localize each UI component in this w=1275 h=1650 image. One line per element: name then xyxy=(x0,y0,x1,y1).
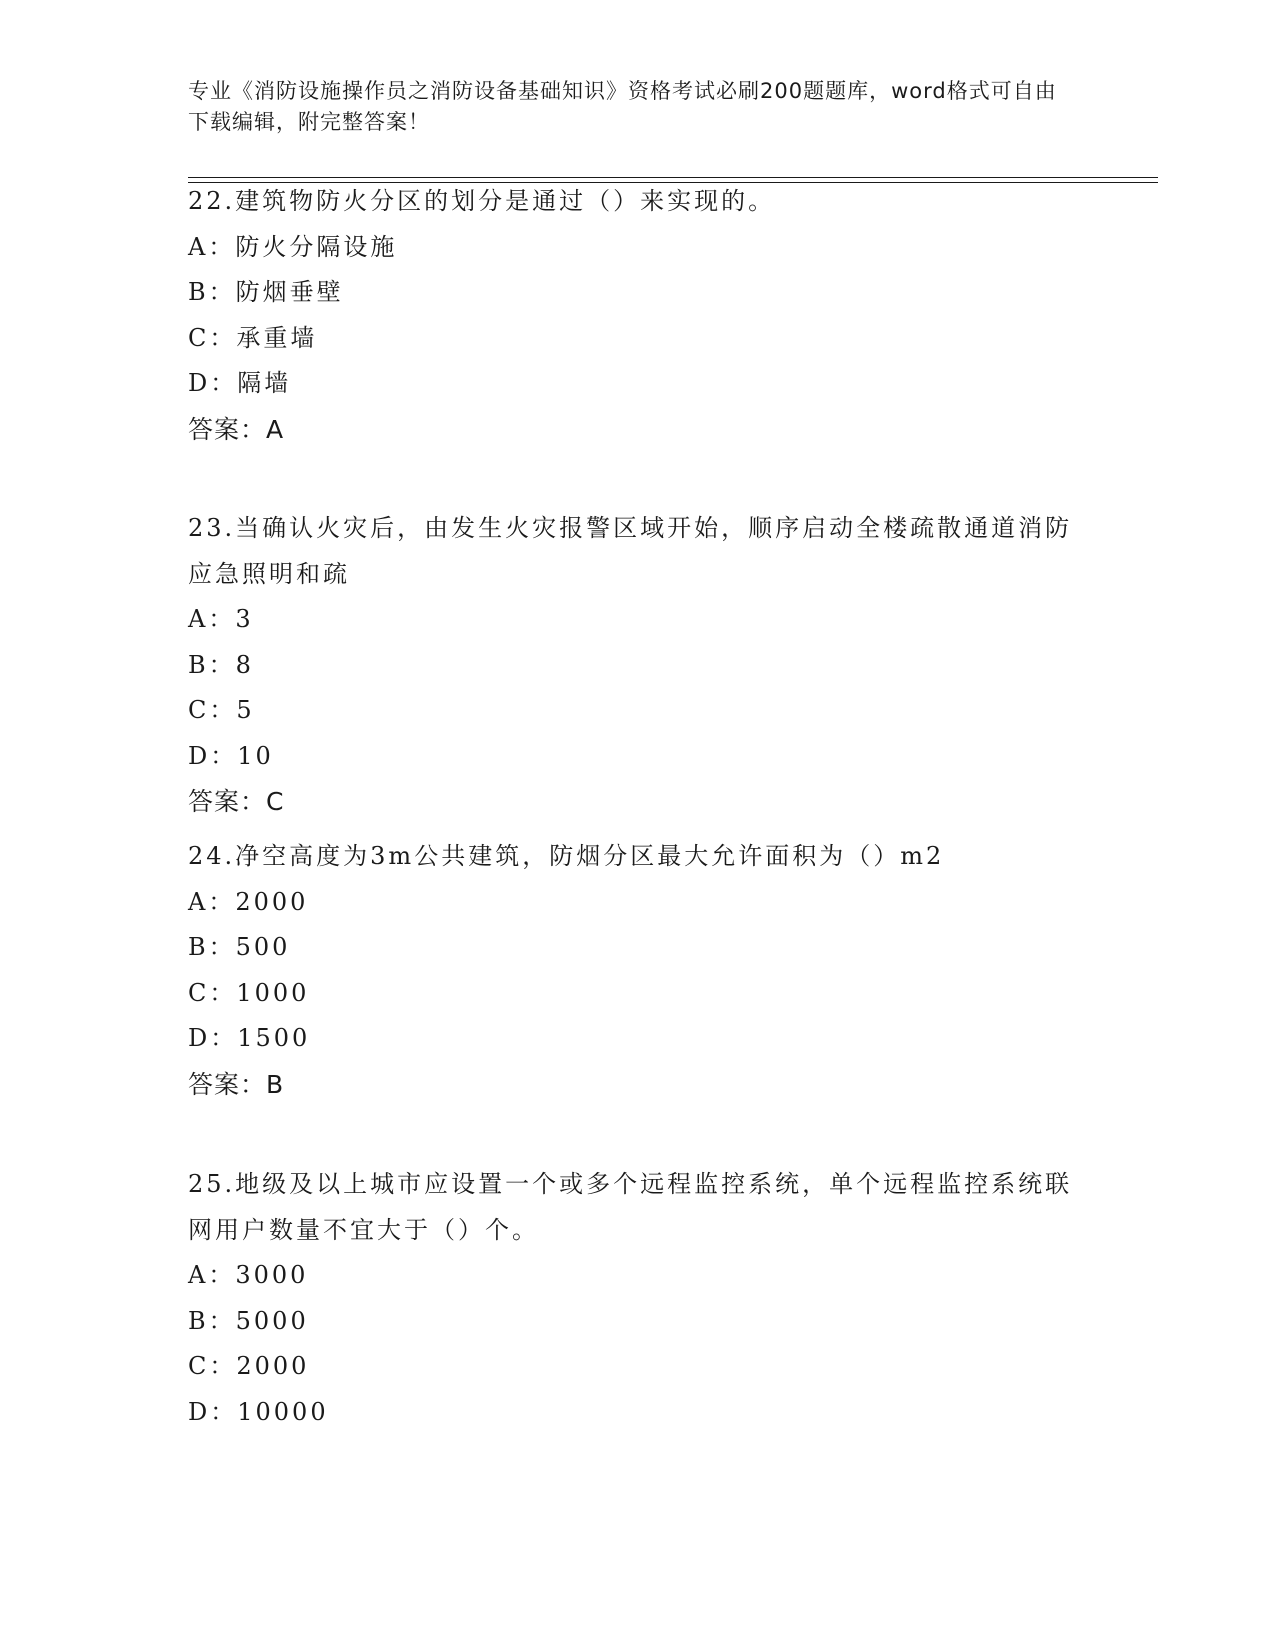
option-d: D：隔墙 xyxy=(188,369,292,397)
question-23 xyxy=(188,506,1088,825)
answer-label: 答案： xyxy=(188,1069,267,1099)
answer-line xyxy=(188,779,1088,825)
answer-value: B xyxy=(266,1069,285,1099)
option-b: B：500 xyxy=(188,933,291,961)
option-c: C：承重墙 xyxy=(188,323,318,352)
question-stem: 23.当确认火灾后，由发生火灾报警区域开始，顺序启动全楼疏散通道消防应急照明和疏 xyxy=(188,514,1073,588)
answer-value: C xyxy=(266,787,285,816)
question-22 xyxy=(188,179,1088,452)
option-c: C：5 xyxy=(188,696,255,724)
answer-line xyxy=(188,407,1088,453)
question-25 xyxy=(188,1162,1088,1435)
document-header xyxy=(188,76,1068,138)
question-24 xyxy=(188,834,1088,1107)
answer-value: A xyxy=(266,414,285,444)
answer-line xyxy=(188,1062,1088,1108)
question-stem: 25.地级及以上城市应设置一个或多个远程监控系统，单个远程监控系统联网用户数量不宜大于（）个。 xyxy=(188,1170,1073,1244)
option-a: A：3000 xyxy=(188,1261,309,1289)
option-a: A：2000 xyxy=(188,887,309,916)
question-stem: 22.建筑物防火分区的划分是通过（）来实现的。 xyxy=(188,187,776,215)
option-b: B：5000 xyxy=(188,1306,309,1335)
answer-label: 答案： xyxy=(188,787,267,816)
option-c: C：2000 xyxy=(188,1352,310,1380)
option-b: B：8 xyxy=(188,650,254,679)
header-divider-top xyxy=(188,177,1158,178)
option-b: B：防烟垂壁 xyxy=(188,278,344,306)
question-stem: 24.净空高度为3m公共建筑，防烟分区最大允许面积为（）m2 xyxy=(188,842,945,870)
option-a: A：3 xyxy=(188,605,254,633)
header-text: 专业《消防设施操作员之消防设备基础知识》资格考试必刷200题题库，word格式可自由下载编辑，附完整答案！ xyxy=(188,79,1057,134)
option-a: A：防火分隔设施 xyxy=(188,232,398,261)
option-d: D：1500 xyxy=(188,1024,311,1052)
option-d: D：10 xyxy=(188,741,274,770)
option-c: C：1000 xyxy=(188,978,310,1007)
option-d: D：10000 xyxy=(188,1397,329,1426)
answer-label: 答案： xyxy=(188,414,267,444)
